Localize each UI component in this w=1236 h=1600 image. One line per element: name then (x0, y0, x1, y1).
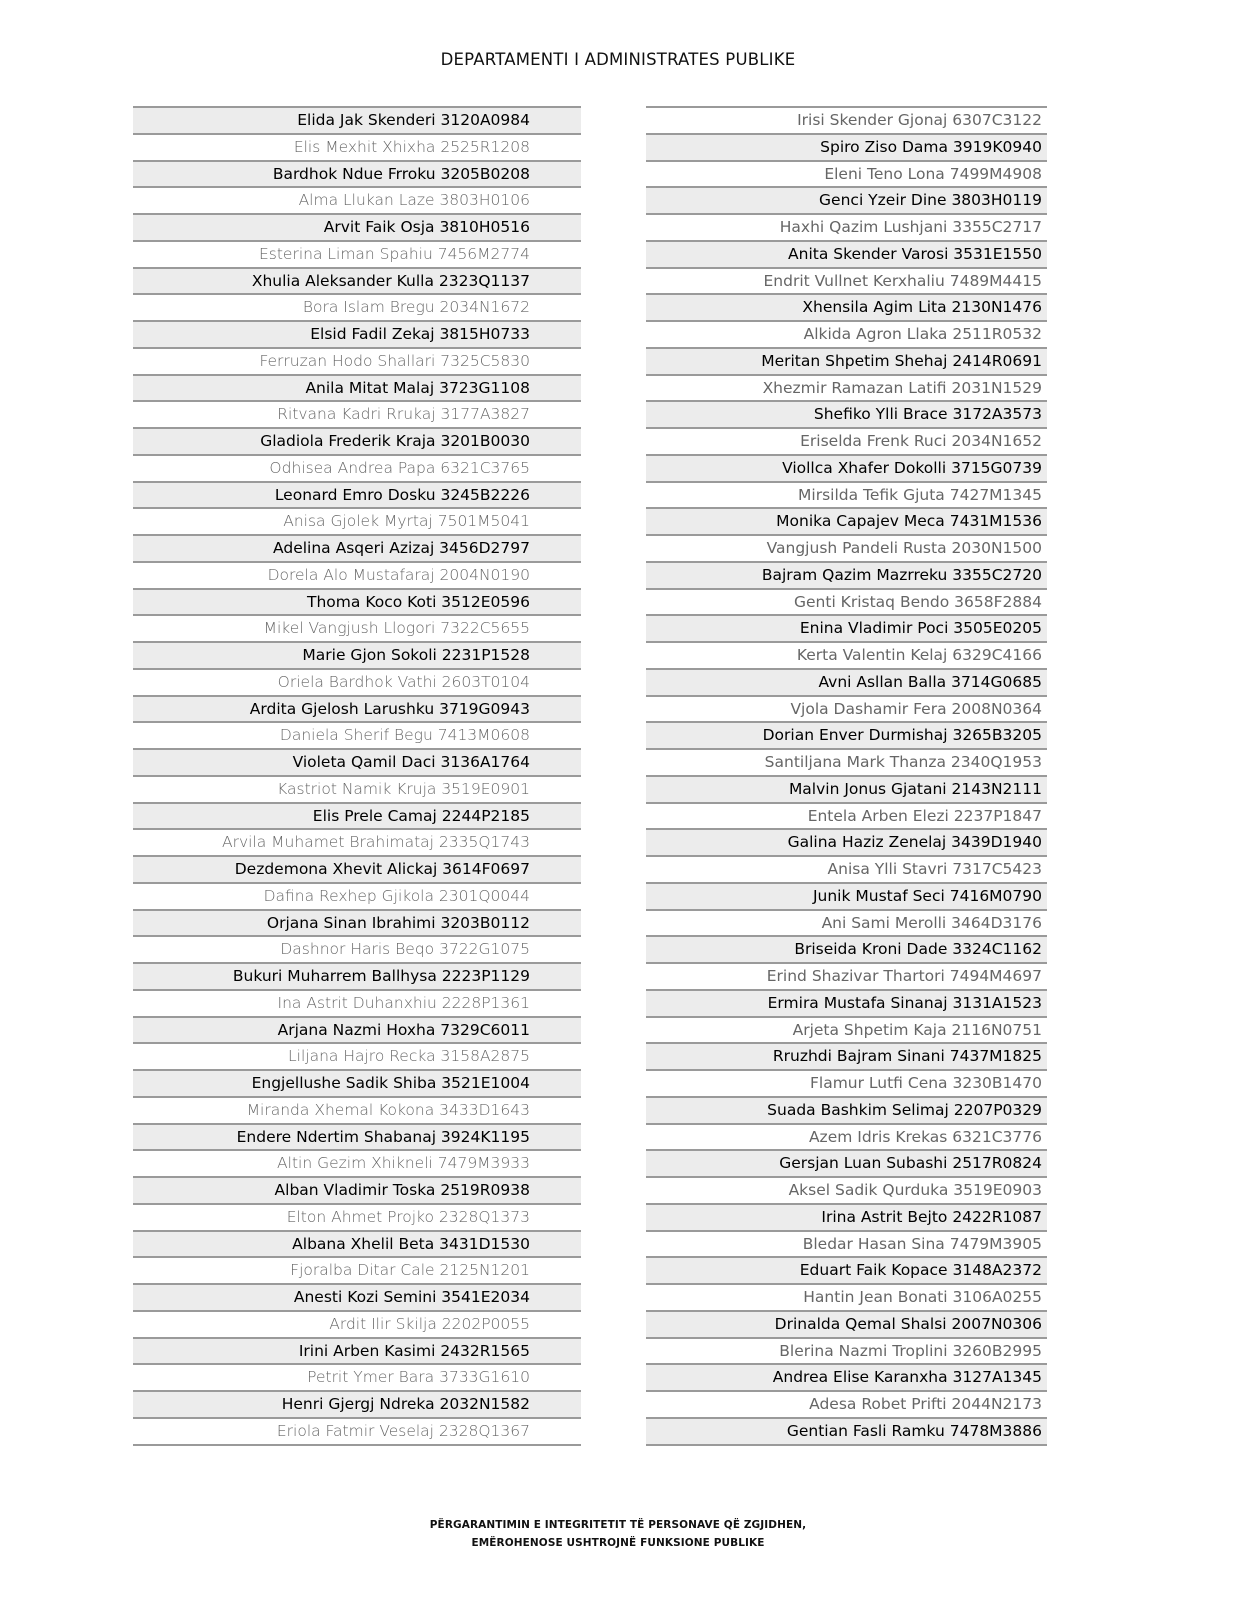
list-item: Vangjush Pandeli Rusta 2030N1500 (646, 534, 1047, 561)
list-item: Ani Sami Merolli 3464D3176 (646, 909, 1047, 936)
list-item: Eleni Teno Lona 7499M4908 (646, 160, 1047, 187)
list-item: Bora Islam Bregu 2034N1672 (133, 293, 581, 320)
list-item: Irina Astrit Bejto 2422R1087 (646, 1203, 1047, 1230)
list-item: Henri Gjergj Ndreka 2032N1582 (133, 1390, 581, 1417)
list-item: Dorian Enver Durmishaj 3265B3205 (646, 721, 1047, 748)
list-item: Santiljana Mark Thanza 2340Q1953 (646, 748, 1047, 775)
list-item: Irisi Skender Gjonaj 6307C3122 (646, 106, 1047, 133)
list-item: Esterina Liman Spahiu 7456M2774 (133, 240, 581, 267)
list-item: Spiro Ziso Dama 3919K0940 (646, 133, 1047, 160)
list-item: Genti Kristaq Bendo 3658F2884 (646, 588, 1047, 615)
list-item: Violeta Qamil Daci 3136A1764 (133, 748, 581, 775)
list-item: Suada Bashkim Selimaj 2207P0329 (646, 1096, 1047, 1123)
list-item: Alkida Agron Llaka 2511R0532 (646, 320, 1047, 347)
list-item: Endrit Vullnet Kerxhaliu 7489M4415 (646, 267, 1047, 294)
left-name-list (133, 106, 581, 1446)
list-item: Altin Gezim Xhikneli 7479M3933 (133, 1149, 581, 1176)
list-item: Dezdemona Xhevit Alickaj 3614F0697 (133, 855, 581, 882)
list-item: Xhensila Agim Lita 2130N1476 (646, 293, 1047, 320)
list-item: Ina Astrit Duhanxhiu 2228P1361 (133, 989, 581, 1016)
list-item: Blerina Nazmi Troplini 3260B2995 (646, 1337, 1047, 1364)
list-item: Anisa Gjolek Myrtaj 7501M5041 (133, 507, 581, 534)
list-item: Monika Capajev Meca 7431M1536 (646, 507, 1047, 534)
list-item: Daniela Sherif Begu 7413M0608 (133, 721, 581, 748)
list-item: Elis Mexhit Xhixha 2525R1208 (133, 133, 581, 160)
list-item: Endere Ndertim Shabanaj 3924K1195 (133, 1123, 581, 1150)
list-item: Gladiola Frederik Kraja 3201B0030 (133, 427, 581, 454)
list-item: Bledar Hasan Sina 7479M3905 (646, 1230, 1047, 1257)
list-item: Avni Asllan Balla 3714G0685 (646, 668, 1047, 695)
list-item: Meritan Shpetim Shehaj 2414R0691 (646, 347, 1047, 374)
list-item: Anesti Kozi Semini 3541E2034 (133, 1283, 581, 1310)
list-item: Dorela Alo Mustafaraj 2004N0190 (133, 561, 581, 588)
list-item: Junik Mustaf Seci 7416M0790 (646, 882, 1047, 909)
list-item: Hantin Jean Bonati 3106A0255 (646, 1283, 1047, 1310)
list-item: Odhisea Andrea Papa 6321C3765 (133, 454, 581, 481)
list-item: Erind Shazivar Thartori 7494M4697 (646, 962, 1047, 989)
footer-line-2: EMËROHENOSE USHTROJNË FUNKSIONE PUBLIKE (471, 1537, 765, 1549)
list-item: Arvit Faik Osja 3810H0516 (133, 213, 581, 240)
list-item: Anisa Ylli Stavri 7317C5423 (646, 855, 1047, 882)
list-item: Eriselda Frenk Ruci 2034N1652 (646, 427, 1047, 454)
list-end-divider (133, 1444, 581, 1446)
list-item: Bajram Qazim Mazrreku 3355C2720 (646, 561, 1047, 588)
list-item: Fjoralba Ditar Cale 2125N1201 (133, 1256, 581, 1283)
list-item: Ardit Ilir Skilja 2202P0055 (133, 1310, 581, 1337)
list-item: Orjana Sinan Ibrahimi 3203B0112 (133, 909, 581, 936)
page-footer (0, 1516, 1236, 1552)
list-item: Shefiko Ylli Brace 3172A3573 (646, 400, 1047, 427)
list-item: Viollca Xhafer Dokolli 3715G0739 (646, 454, 1047, 481)
list-item: Entela Arben Elezi 2237P1847 (646, 802, 1047, 829)
list-item: Ermira Mustafa Sinanaj 3131A1523 (646, 989, 1047, 1016)
list-item: Xhezmir Ramazan Latifi 2031N1529 (646, 374, 1047, 401)
list-item: Liljana Hajro Recka 3158A2875 (133, 1042, 581, 1069)
list-item: Engjellushe Sadik Shiba 3521E1004 (133, 1069, 581, 1096)
list-item: Dafina Rexhep Gjikola 2301Q0044 (133, 882, 581, 909)
list-item: Gentian Fasli Ramku 7478M3886 (646, 1417, 1047, 1444)
list-item: Alban Vladimir Toska 2519R0938 (133, 1176, 581, 1203)
list-item: Bardhok Ndue Frroku 3205B0208 (133, 160, 581, 187)
list-item: Elton Ahmet Projko 2328Q1373 (133, 1203, 581, 1230)
list-item: Genci Yzeir Dine 3803H0119 (646, 186, 1047, 213)
list-item: Drinalda Qemal Shalsi 2007N0306 (646, 1310, 1047, 1337)
list-item: Galina Haziz Zenelaj 3439D1940 (646, 828, 1047, 855)
list-item: Vjola Dashamir Fera 2008N0364 (646, 695, 1047, 722)
list-item: Alma Llukan Laze 3803H0106 (133, 186, 581, 213)
footer-line-1: PËRGARANTIMIN E INTEGRITETIT TË PERSONAVE QË ZGJIDHEN, (429, 1519, 807, 1531)
list-item: Arjana Nazmi Hoxha 7329C6011 (133, 1016, 581, 1043)
right-name-list (646, 106, 1047, 1446)
list-item: Ritvana Kadri Rrukaj 3177A3827 (133, 400, 581, 427)
list-item: Arjeta Shpetim Kaja 2116N0751 (646, 1016, 1047, 1043)
list-item: Enina Vladimir Poci 3505E0205 (646, 614, 1047, 641)
list-item: Briseida Kroni Dade 3324C1162 (646, 935, 1047, 962)
list-item: Gersjan Luan Subashi 2517R0824 (646, 1149, 1047, 1176)
list-item: Marie Gjon Sokoli 2231P1528 (133, 641, 581, 668)
list-item: Xhulia Aleksander Kulla 2323Q1137 (133, 267, 581, 294)
list-item: Miranda Xhemal Kokona 3433D1643 (133, 1096, 581, 1123)
list-item: Eriola Fatmir Veselaj 2328Q1367 (133, 1417, 581, 1444)
list-item: Petrit Ymer Bara 3733G1610 (133, 1363, 581, 1390)
list-item: Arvila Muhamet Brahimataj 2335Q1743 (133, 828, 581, 855)
list-item: Aksel Sadik Qurduka 3519E0903 (646, 1176, 1047, 1203)
list-item: Kerta Valentin Kelaj 6329C4166 (646, 641, 1047, 668)
list-item: Mirsilda Tefik Gjuta 7427M1345 (646, 481, 1047, 508)
list-item: Andrea Elise Karanxha 3127A1345 (646, 1363, 1047, 1390)
list-item: Elida Jak Skenderi 3120A0984 (133, 106, 581, 133)
list-item: Elsid Fadil Zekaj 3815H0733 (133, 320, 581, 347)
list-item: Elis Prele Camaj 2244P2185 (133, 802, 581, 829)
list-item: Irini Arben Kasimi 2432R1565 (133, 1337, 581, 1364)
list-item: Haxhi Qazim Lushjani 3355C2717 (646, 213, 1047, 240)
list-item: Adelina Asqeri Azizaj 3456D2797 (133, 534, 581, 561)
list-item: Kastriot Namik Kruja 3519E0901 (133, 775, 581, 802)
list-item: Anila Mitat Malaj 3723G1108 (133, 374, 581, 401)
list-item: Mikel Vangjush Llogori 7322C5655 (133, 614, 581, 641)
list-item: Malvin Jonus Gjatani 2143N2111 (646, 775, 1047, 802)
list-item: Leonard Emro Dosku 3245B2226 (133, 481, 581, 508)
list-item: Flamur Lutfi Cena 3230B1470 (646, 1069, 1047, 1096)
list-item: Albana Xhelil Beta 3431D1530 (133, 1230, 581, 1257)
list-item: Thoma Koco Koti 3512E0596 (133, 588, 581, 615)
list-item: Azem Idris Krekas 6321C3776 (646, 1123, 1047, 1150)
list-item: Anita Skender Varosi 3531E1550 (646, 240, 1047, 267)
list-item: Oriela Bardhok Vathi 2603T0104 (133, 668, 581, 695)
page-title: DEPARTAMENTI I ADMINISTRATES PUBLIKE (440, 50, 796, 69)
list-item: Dashnor Haris Beqo 3722G1075 (133, 935, 581, 962)
list-item: Rruzhdi Bajram Sinani 7437M1825 (646, 1042, 1047, 1069)
list-item: Ardita Gjelosh Larushku 3719G0943 (133, 695, 581, 722)
list-end-divider (646, 1444, 1047, 1446)
list-item: Eduart Faik Kopace 3148A2372 (646, 1256, 1047, 1283)
list-item: Adesa Robet Prifti 2044N2173 (646, 1390, 1047, 1417)
list-item: Ferruzan Hodo Shallari 7325C5830 (133, 347, 581, 374)
list-item: Bukuri Muharrem Ballhysa 2223P1129 (133, 962, 581, 989)
